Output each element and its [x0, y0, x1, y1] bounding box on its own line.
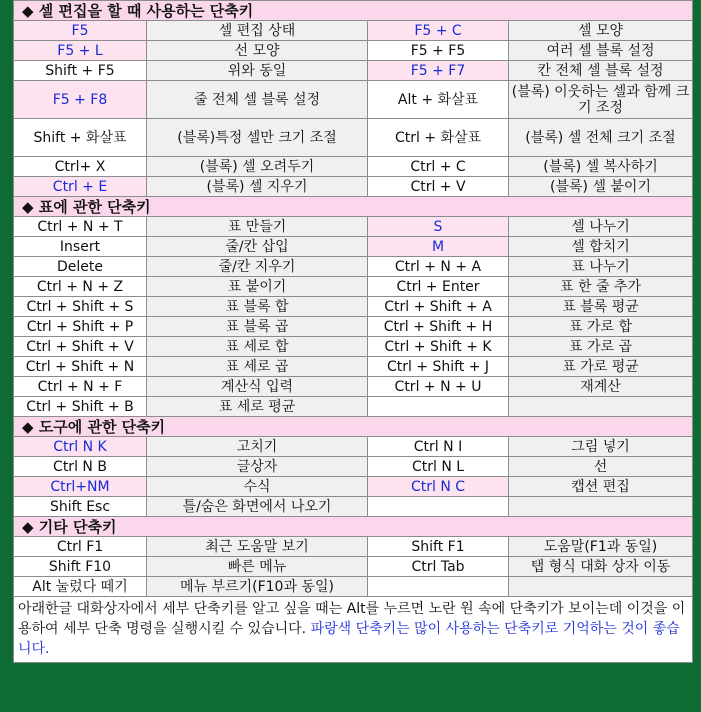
shortcut-key: Ctrl Tab	[368, 557, 509, 577]
shortcut-key: M	[368, 237, 509, 257]
shortcut-key: F5 + C	[368, 21, 509, 41]
shortcut-description: 표 블록 곱	[147, 317, 368, 337]
shortcut-description: 표 가로 합	[509, 317, 693, 337]
shortcut-key: Shift + 화살표	[14, 119, 147, 157]
shortcut-description: (블록) 셀 지우기	[147, 177, 368, 197]
section-header	[14, 517, 693, 537]
shortcut-description: 계산식 입력	[147, 377, 368, 397]
shortcut-description: 여러 셀 블록 설정	[509, 41, 693, 61]
section-header	[14, 197, 693, 217]
shortcut-key: Alt 눌렀다 떼기	[14, 577, 147, 597]
shortcut-key: Alt + 화살표	[368, 81, 509, 119]
table-row	[14, 177, 693, 197]
section-title: ◆ 도구에 관한 단축키	[14, 417, 693, 437]
shortcut-description: (블록) 셀 전체 크기 조절	[509, 119, 693, 157]
shortcut-description: 셀 나누기	[509, 217, 693, 237]
shortcut-key: Ctrl N I	[368, 437, 509, 457]
table-row	[14, 477, 693, 497]
shortcut-description: 틀/숨은 화면에서 나오기	[147, 497, 368, 517]
shortcut-description: 그림 넣기	[509, 437, 693, 457]
table-row	[14, 557, 693, 577]
shortcut-key: Shift F1	[368, 537, 509, 557]
shortcut-description: 표 한 줄 추가	[509, 277, 693, 297]
shortcut-description: 셀 합치기	[509, 237, 693, 257]
table-row	[14, 257, 693, 277]
shortcut-table	[13, 0, 693, 663]
table-row	[14, 537, 693, 557]
section-header	[14, 417, 693, 437]
shortcut-key: Delete	[14, 257, 147, 277]
shortcut-key: S	[368, 217, 509, 237]
shortcut-description: 줄 전체 셀 블록 설정	[147, 81, 368, 119]
shortcut-key: Ctrl + Shift + S	[14, 297, 147, 317]
shortcut-key: Ctrl + N + F	[14, 377, 147, 397]
shortcut-description: 표 블록 합	[147, 297, 368, 317]
shortcut-description: 셀 편집 상태	[147, 21, 368, 41]
shortcut-key: Ctrl + N + U	[368, 377, 509, 397]
shortcut-key	[368, 397, 509, 417]
shortcut-key: F5	[14, 21, 147, 41]
shortcut-key: Ctrl + N + T	[14, 217, 147, 237]
table-row	[14, 277, 693, 297]
shortcut-description	[509, 397, 693, 417]
shortcut-description: 표 나누기	[509, 257, 693, 277]
shortcut-description: (블록) 셀 붙이기	[509, 177, 693, 197]
table-row	[14, 119, 693, 157]
shortcut-description: 칸 전체 셀 블록 설정	[509, 61, 693, 81]
shortcut-description	[509, 497, 693, 517]
section-title: ◆ 셀 편집을 할 때 사용하는 단축키	[14, 1, 693, 21]
shortcut-description: 탭 형식 대화 상자 이동	[509, 557, 693, 577]
shortcut-key: Ctrl+ X	[14, 157, 147, 177]
shortcut-description: 캡션 편집	[509, 477, 693, 497]
shortcut-description: 메뉴 부르기(F10과 동일)	[147, 577, 368, 597]
shortcut-key: Ctrl + E	[14, 177, 147, 197]
shortcut-key: Ctrl + Shift + V	[14, 337, 147, 357]
shortcut-key	[368, 497, 509, 517]
shortcut-key: Shift + F5	[14, 61, 147, 81]
shortcut-description: 빠른 메뉴	[147, 557, 368, 577]
table-row	[14, 357, 693, 377]
table-row	[14, 457, 693, 477]
table-row	[14, 41, 693, 61]
table-row	[14, 497, 693, 517]
shortcut-key: Ctrl + Shift + N	[14, 357, 147, 377]
table-row	[14, 217, 693, 237]
shortcut-key: Ctrl + Shift + K	[368, 337, 509, 357]
shortcut-key: Ctrl + Shift + A	[368, 297, 509, 317]
table-row	[14, 317, 693, 337]
footnote-highlight: 파랑색 단축키는 많이 사용하는 단축키로 기억하는 것이 좋습니다.	[18, 621, 680, 657]
footnote-text: 아래한글 대화상자에서 세부 단축키를 알고 싶을 때는 Alt를 누르면 노란 원 속에 단축키가 보이는데 이것을 이용하여 세부 단축 명령을 실행시킬 수 있습니다.	[18, 601, 686, 637]
shortcut-description	[509, 577, 693, 597]
shortcut-key: Ctrl + Shift + J	[368, 357, 509, 377]
table-row	[14, 397, 693, 417]
shortcut-description: 글상자	[147, 457, 368, 477]
shortcut-description: 표 세로 곱	[147, 357, 368, 377]
shortcut-description: 수식	[147, 477, 368, 497]
table-row	[14, 437, 693, 457]
table-row	[14, 157, 693, 177]
shortcut-description: 선	[509, 457, 693, 477]
table-row	[14, 61, 693, 81]
shortcut-key: Ctrl N C	[368, 477, 509, 497]
shortcut-description: 줄/칸 삽입	[147, 237, 368, 257]
shortcut-key: Ctrl + Shift + H	[368, 317, 509, 337]
footnote-row	[14, 597, 693, 663]
shortcut-key: Ctrl + N + Z	[14, 277, 147, 297]
shortcut-key: Ctrl + Enter	[368, 277, 509, 297]
shortcut-description: (블록)특정 셀만 크기 조절	[147, 119, 368, 157]
shortcut-key: Ctrl + Shift + B	[14, 397, 147, 417]
shortcut-description: (블록) 셀 복사하기	[509, 157, 693, 177]
shortcut-description: 표 세로 합	[147, 337, 368, 357]
footnote	[14, 597, 693, 663]
shortcut-key: Ctrl + N + A	[368, 257, 509, 277]
table-row	[14, 377, 693, 397]
shortcut-description: 위와 동일	[147, 61, 368, 81]
shortcut-key: F5 + L	[14, 41, 147, 61]
shortcut-key	[368, 577, 509, 597]
shortcut-description: 표 가로 평균	[509, 357, 693, 377]
shortcut-key: Ctrl N B	[14, 457, 147, 477]
shortcut-description: 줄/칸 지우기	[147, 257, 368, 277]
shortcut-key: F5 + F7	[368, 61, 509, 81]
shortcut-key: Ctrl F1	[14, 537, 147, 557]
shortcut-key: Ctrl N L	[368, 457, 509, 477]
section-title: ◆ 기타 단축키	[14, 517, 693, 537]
shortcut-key: Shift F10	[14, 557, 147, 577]
shortcut-description: 최근 도움말 보기	[147, 537, 368, 557]
shortcut-description: 도움말(F1과 동일)	[509, 537, 693, 557]
shortcut-key: Ctrl + Shift + P	[14, 317, 147, 337]
table-row	[14, 337, 693, 357]
shortcut-description: (블록) 이웃하는 셀과 함께 크기 조정	[509, 81, 693, 119]
shortcut-description: 표 만들기	[147, 217, 368, 237]
shortcut-description: 표 세로 평균	[147, 397, 368, 417]
table-row	[14, 21, 693, 41]
table-row	[14, 237, 693, 257]
shortcut-description: 고치기	[147, 437, 368, 457]
shortcut-key: Ctrl + V	[368, 177, 509, 197]
shortcut-description: 표 가로 곱	[509, 337, 693, 357]
shortcut-description: 선 모양	[147, 41, 368, 61]
shortcut-key: Ctrl + C	[368, 157, 509, 177]
shortcut-key: Shift Esc	[14, 497, 147, 517]
shortcut-description: (블록) 셀 오려두기	[147, 157, 368, 177]
shortcut-description: 표 붙이기	[147, 277, 368, 297]
shortcut-description: 셀 모양	[509, 21, 693, 41]
shortcut-key: Ctrl + 화살표	[368, 119, 509, 157]
table-row	[14, 81, 693, 119]
shortcut-key: F5 + F8	[14, 81, 147, 119]
table-row	[14, 297, 693, 317]
shortcut-key: Insert	[14, 237, 147, 257]
shortcut-description: 재계산	[509, 377, 693, 397]
shortcut-key: Ctrl+NM	[14, 477, 147, 497]
table-row	[14, 577, 693, 597]
shortcut-description: 표 블록 평균	[509, 297, 693, 317]
shortcut-key: Ctrl N K	[14, 437, 147, 457]
section-title: ◆ 표에 관한 단축키	[14, 197, 693, 217]
section-header	[14, 1, 693, 21]
shortcut-key: F5 + F5	[368, 41, 509, 61]
